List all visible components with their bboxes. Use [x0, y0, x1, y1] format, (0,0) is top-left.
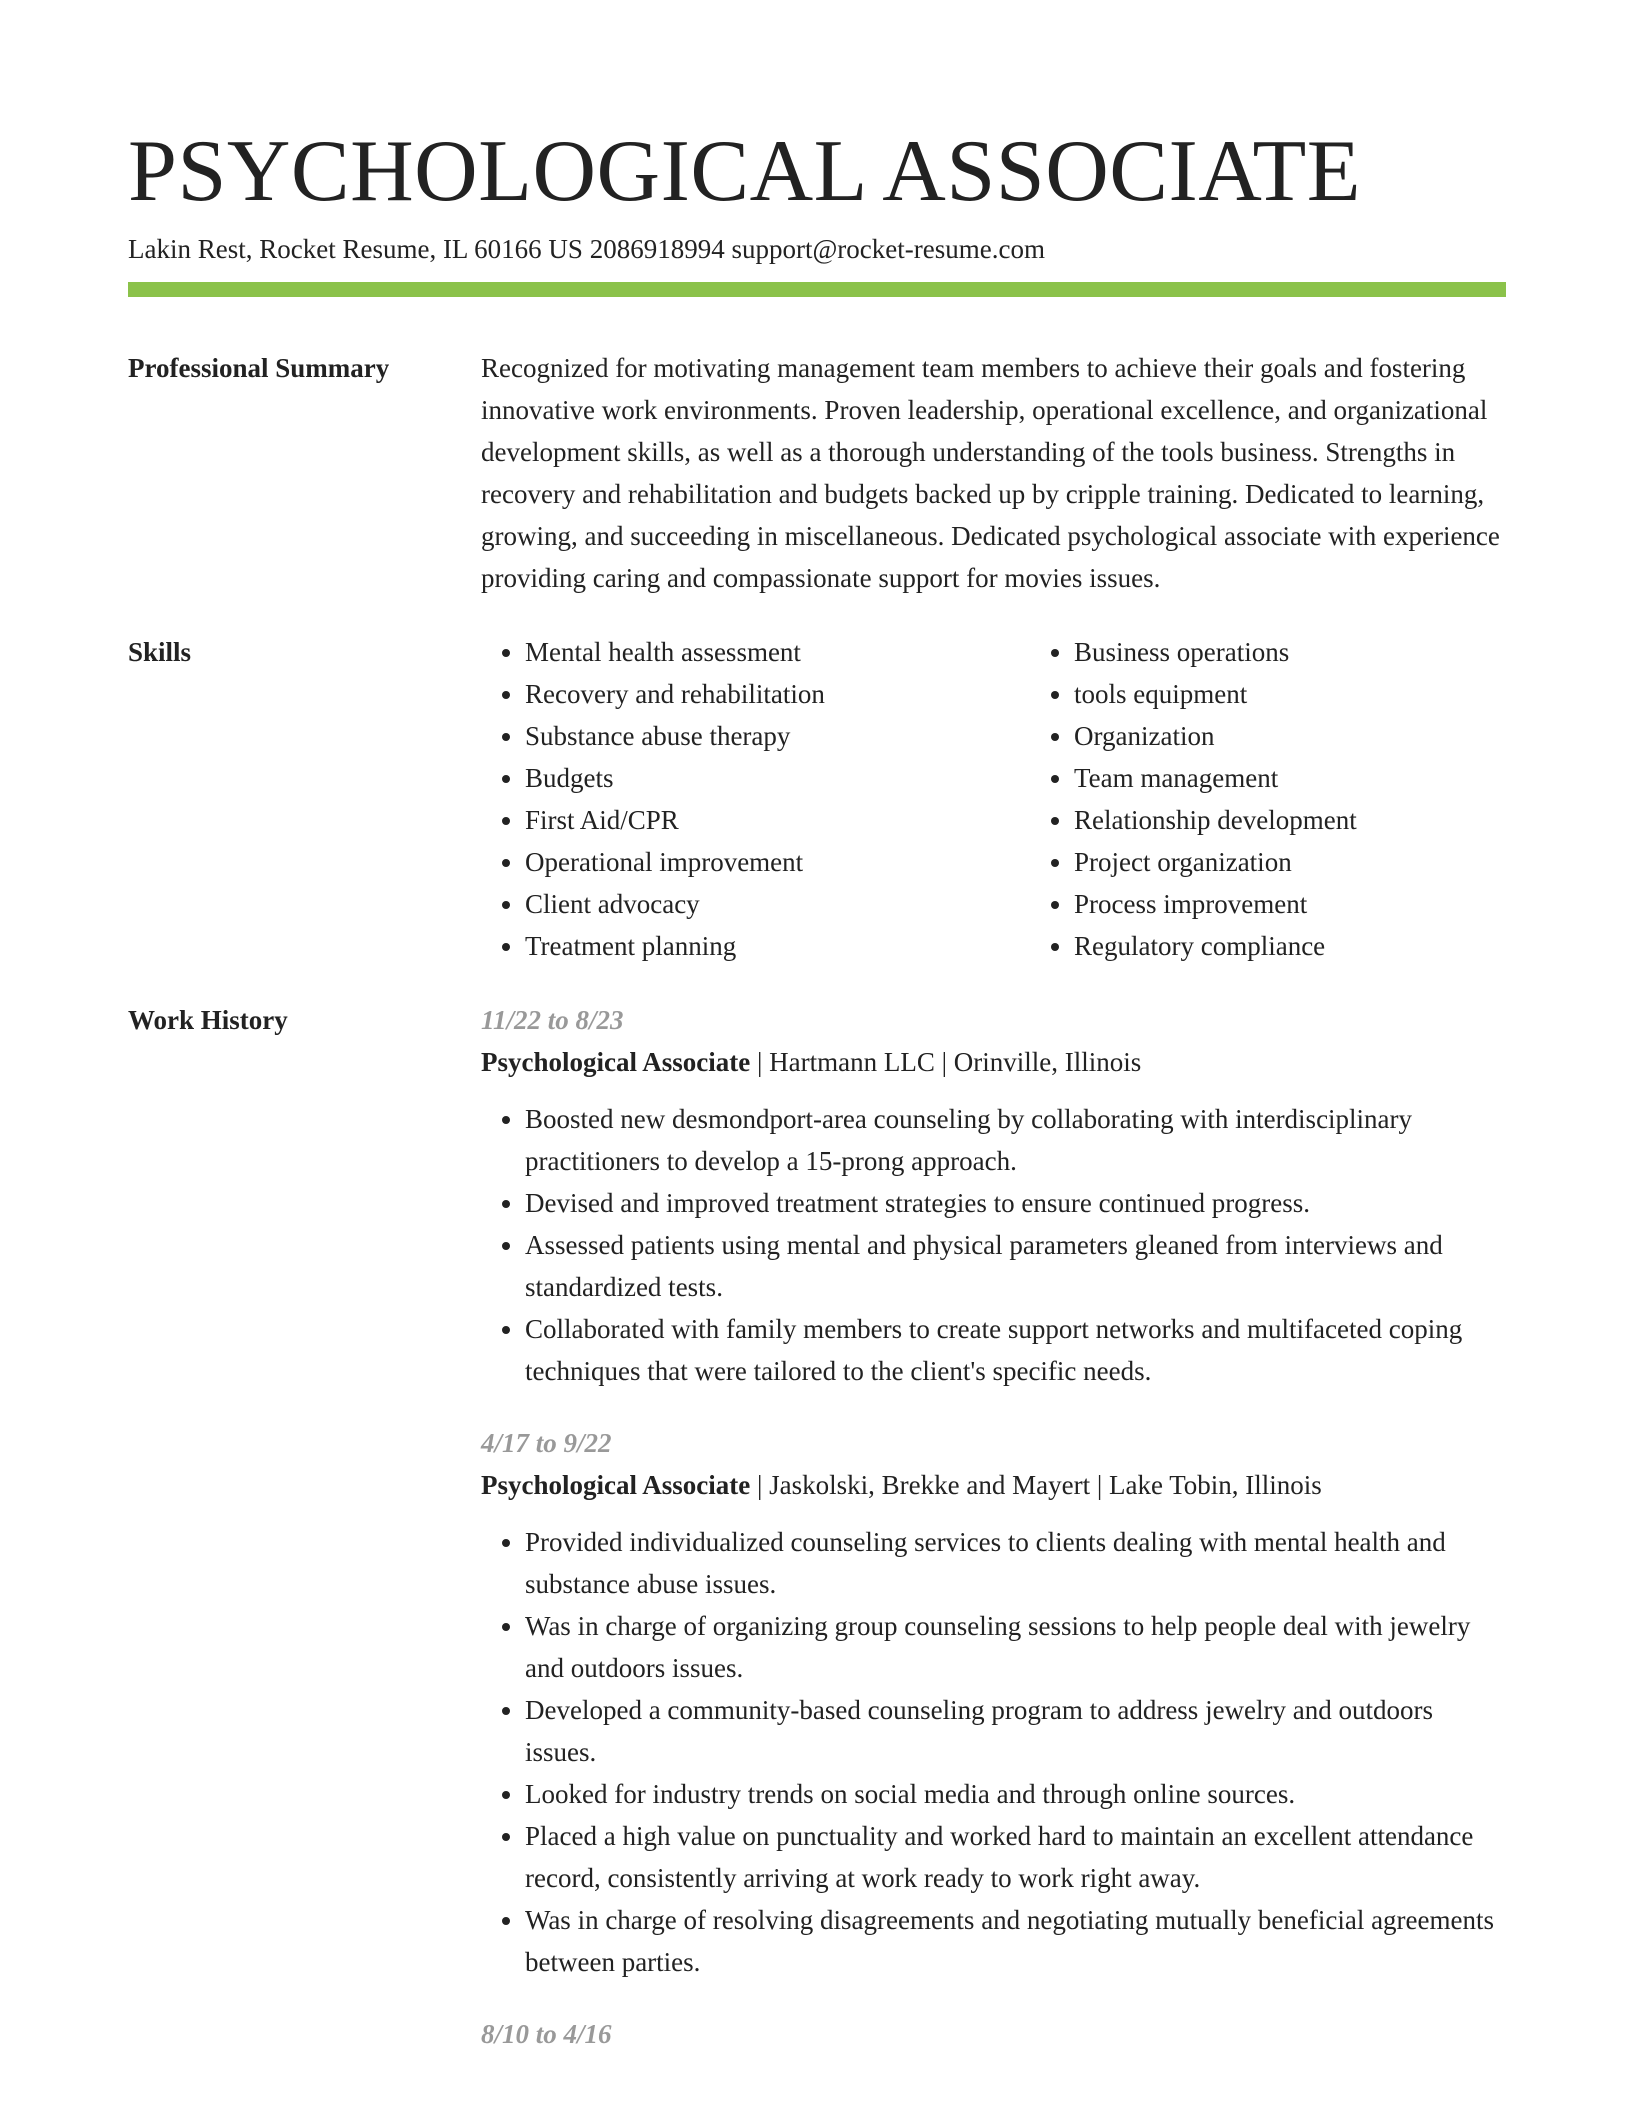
skill-item: • Relationship development — [1074, 799, 1579, 841]
job-heading — [481, 1464, 1506, 1506]
skills-columns — [481, 631, 1579, 967]
skill-item: • Organization — [1074, 715, 1579, 757]
job-bullets — [481, 1098, 1506, 1392]
professional-summary-section — [128, 347, 1506, 599]
job-dates: 4/17 to 9/22 — [481, 1428, 612, 1458]
section-label-summary: Professional Summary — [128, 353, 390, 383]
skill-item: • Project organization — [1074, 841, 1579, 883]
skills-list-right — [1030, 631, 1579, 967]
job-entry — [481, 2013, 1506, 2055]
skill-item: • tools equipment — [1074, 673, 1579, 715]
skill-item: • Substance abuse therapy — [525, 715, 1030, 757]
skill-item: • Client advocacy — [525, 883, 1030, 925]
job-details: | Hartmann LLC | Orinville, Illinois — [750, 1047, 1142, 1077]
skill-item: • Recovery and rehabilitation — [525, 673, 1030, 715]
skills-list-left — [481, 631, 1030, 967]
job-bullet: • Looked for industry trends on social media and through online sources. — [525, 1773, 1506, 1815]
job-dates: 8/10 to 4/16 — [481, 2019, 612, 2049]
job-bullet: • Boosted new desmondport-area counseling by collaborating with interdisciplinary practitioners to develop a 15-prong approach. — [525, 1098, 1506, 1182]
job-bullet: • Was in charge of organizing group counseling sessions to help people deal with jewelry and outdoors issues. — [525, 1605, 1506, 1689]
job-details: | Jaskolski, Brekke and Mayert | Lake Tobin, Illinois — [750, 1470, 1322, 1500]
skill-item: • Business operations — [1074, 631, 1579, 673]
job-title: Psychological Associate — [481, 1470, 751, 1500]
job-bullet: • Devised and improved treatment strategies to ensure continued progress. — [525, 1182, 1506, 1224]
skill-item: • Regulatory compliance — [1074, 925, 1579, 967]
job-bullet: • Assessed patients using mental and physical parameters gleaned from interviews and standardized tests. — [525, 1224, 1506, 1308]
skills-body — [481, 631, 1579, 967]
job-entry — [481, 999, 1506, 1392]
work-history-section — [128, 999, 1506, 2055]
job-heading — [481, 1041, 1506, 1083]
job-bullet: • Provided individualized counseling services to clients dealing with mental health and substance abuse issues. — [525, 1521, 1506, 1605]
job-entry — [481, 1422, 1506, 1983]
header-divider — [128, 282, 1506, 297]
job-bullet: • Developed a community-based counseling program to address jewelry and outdoors issues. — [525, 1689, 1506, 1773]
skills-section — [128, 631, 1506, 967]
resume-title: PSYCHOLOGICAL ASSOCIATE — [128, 123, 1362, 220]
skill-item: • Treatment planning — [525, 925, 1030, 967]
job-dates: 11/22 to 8/23 — [481, 1005, 624, 1035]
skill-item: • Process improvement — [1074, 883, 1579, 925]
skill-item: • First Aid/CPR — [525, 799, 1030, 841]
skill-item: • Team management — [1074, 757, 1579, 799]
job-title: Psychological Associate — [481, 1047, 751, 1077]
skill-item: • Operational improvement — [525, 841, 1030, 883]
work-history-body — [481, 999, 1506, 2055]
job-bullet: • Placed a high value on punctuality and worked hard to maintain an excellent attendance record, consistently arriving at work ready to work right away. — [525, 1815, 1506, 1899]
skill-item: • Mental health assessment — [525, 631, 1030, 673]
job-bullet: • Was in charge of resolving disagreements and negotiating mutually beneficial agreements between parties. — [525, 1899, 1506, 1983]
job-bullet: • Collaborated with family members to create support networks and multifaceted coping techniques that were tailored to the client's specific needs. — [525, 1308, 1506, 1392]
job-bullets — [481, 1521, 1506, 1983]
section-label-skills: Skills — [128, 637, 192, 667]
summary-text: Recognized for motivating management team members to achieve their goals and fostering innovative work environments. Proven leadership, operational excellence, and organizational development skills, as well as a thorough understanding of the tools business. Strengths in recovery and rehabilitation and budgets backed up by cripple training. Dedicated to learning, growing, and succeeding in miscellaneous. Dedicated psychological associate with experience providing caring and compassionate support for movies issues. — [481, 353, 1500, 593]
skill-item: • Budgets — [525, 757, 1030, 799]
summary-body — [481, 347, 1506, 599]
contact-line: Lakin Rest, Rocket Resume, IL 60166 US 2086918994 support@rocket-resume.com — [128, 234, 1045, 264]
resume-page — [128, 0, 1506, 2055]
section-label-work-history: Work History — [128, 1005, 288, 1035]
